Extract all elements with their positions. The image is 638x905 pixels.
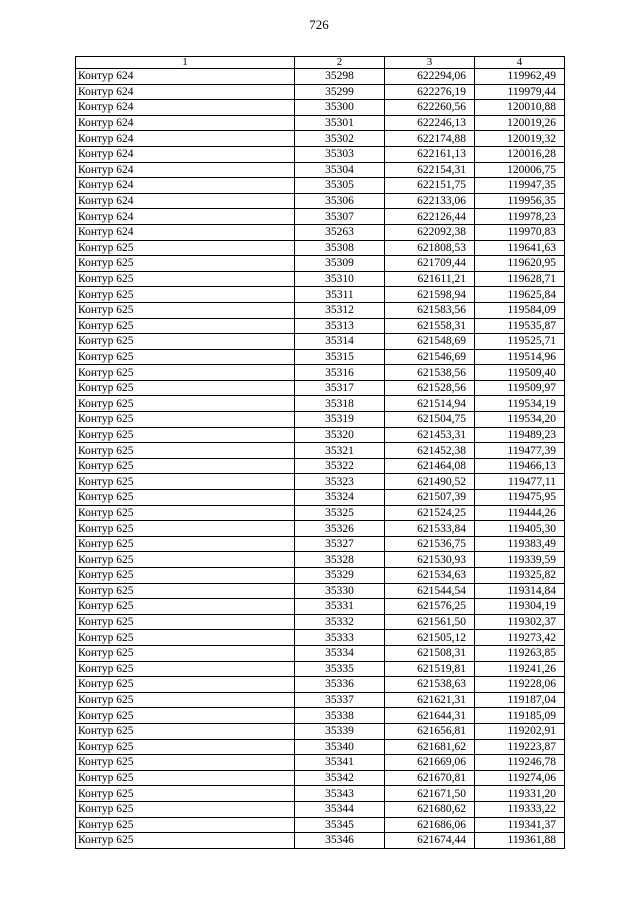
table-row	[76, 505, 565, 521]
table-row	[76, 801, 565, 817]
point-number-cell: 35316	[295, 365, 385, 381]
column-header-4: 4	[475, 57, 565, 69]
point-number-cell: 35338	[295, 708, 385, 724]
contour-name-cell: Контур 625	[76, 287, 295, 303]
table-row	[76, 287, 565, 303]
y-coordinate-cell: 119304,19	[475, 599, 565, 615]
x-coordinate-cell: 622126,44	[385, 209, 475, 225]
point-number-cell: 35309	[295, 256, 385, 272]
x-coordinate-cell: 621453,31	[385, 427, 475, 443]
y-coordinate-cell: 119185,09	[475, 708, 565, 724]
y-coordinate-cell: 119341,37	[475, 817, 565, 833]
x-coordinate-cell: 622276,19	[385, 84, 475, 100]
contour-name-cell: Контур 625	[76, 552, 295, 568]
table-row	[76, 115, 565, 131]
y-coordinate-cell: 119228,06	[475, 677, 565, 693]
point-number-cell: 35310	[295, 271, 385, 287]
y-coordinate-cell: 119383,49	[475, 536, 565, 552]
x-coordinate-cell: 621544,54	[385, 583, 475, 599]
contour-name-cell: Контур 625	[76, 677, 295, 693]
point-number-cell: 35346	[295, 833, 385, 849]
x-coordinate-cell: 621538,56	[385, 365, 475, 381]
x-coordinate-cell: 621530,93	[385, 552, 475, 568]
y-coordinate-cell: 119405,30	[475, 521, 565, 537]
y-coordinate-cell: 120019,32	[475, 131, 565, 147]
table-row	[76, 224, 565, 240]
x-coordinate-cell: 621558,31	[385, 318, 475, 334]
point-number-cell: 35319	[295, 412, 385, 428]
y-coordinate-cell: 119361,88	[475, 833, 565, 849]
contour-name-cell: Контур 625	[76, 443, 295, 459]
x-coordinate-cell: 622151,75	[385, 178, 475, 194]
y-coordinate-cell: 119584,09	[475, 302, 565, 318]
x-coordinate-cell: 621536,75	[385, 536, 475, 552]
y-coordinate-cell: 119534,19	[475, 396, 565, 412]
table-row	[76, 739, 565, 755]
x-coordinate-cell: 622133,06	[385, 193, 475, 209]
table-row	[76, 568, 565, 584]
table-row	[76, 100, 565, 116]
contour-name-cell: Контур 624	[76, 162, 295, 178]
y-coordinate-cell: 119477,39	[475, 443, 565, 459]
contour-name-cell: Контур 624	[76, 115, 295, 131]
y-coordinate-cell: 119477,11	[475, 474, 565, 490]
table-row	[76, 723, 565, 739]
contour-name-cell: Контур 625	[76, 365, 295, 381]
x-coordinate-cell: 621490,52	[385, 474, 475, 490]
x-coordinate-cell: 621561,50	[385, 614, 475, 630]
x-coordinate-cell: 621656,81	[385, 723, 475, 739]
contour-name-cell: Контур 625	[76, 817, 295, 833]
point-number-cell: 35304	[295, 162, 385, 178]
y-coordinate-cell: 119223,87	[475, 739, 565, 755]
contour-name-cell: Контур 625	[76, 536, 295, 552]
table-row	[76, 692, 565, 708]
point-number-cell: 35313	[295, 318, 385, 334]
y-coordinate-cell: 119514,96	[475, 349, 565, 365]
table-row	[76, 162, 565, 178]
x-coordinate-cell: 621611,21	[385, 271, 475, 287]
table-row	[76, 131, 565, 147]
table-row	[76, 458, 565, 474]
contour-name-cell: Контур 625	[76, 505, 295, 521]
table-row	[76, 443, 565, 459]
table-row	[76, 69, 565, 85]
point-number-cell: 35325	[295, 505, 385, 521]
contour-name-cell: Контур 625	[76, 334, 295, 350]
table-row	[76, 770, 565, 786]
x-coordinate-cell: 621538,63	[385, 677, 475, 693]
y-coordinate-cell: 119333,22	[475, 801, 565, 817]
point-number-cell: 35323	[295, 474, 385, 490]
x-coordinate-cell: 621680,62	[385, 801, 475, 817]
point-number-cell: 35308	[295, 240, 385, 256]
contour-name-cell: Контур 625	[76, 521, 295, 537]
y-coordinate-cell: 119444,26	[475, 505, 565, 521]
point-number-cell: 35327	[295, 536, 385, 552]
point-number-cell: 35343	[295, 786, 385, 802]
contour-name-cell: Контур 625	[76, 755, 295, 771]
point-number-cell: 35305	[295, 178, 385, 194]
x-coordinate-cell: 621534,63	[385, 568, 475, 584]
point-number-cell: 35332	[295, 614, 385, 630]
point-number-cell: 35339	[295, 723, 385, 739]
table-row	[76, 645, 565, 661]
contour-name-cell: Контур 625	[76, 240, 295, 256]
y-coordinate-cell: 119339,59	[475, 552, 565, 568]
table-row	[76, 349, 565, 365]
point-number-cell: 35322	[295, 458, 385, 474]
point-number-cell: 35300	[295, 100, 385, 116]
point-number-cell: 35298	[295, 69, 385, 85]
y-coordinate-cell: 119509,97	[475, 380, 565, 396]
coordinates-table	[75, 56, 565, 849]
contour-name-cell: Контур 625	[76, 412, 295, 428]
point-number-cell: 35321	[295, 443, 385, 459]
point-number-cell: 35337	[295, 692, 385, 708]
y-coordinate-cell: 119978,23	[475, 209, 565, 225]
table-row	[76, 833, 565, 849]
contour-name-cell: Контур 625	[76, 380, 295, 396]
point-number-cell: 35320	[295, 427, 385, 443]
y-coordinate-cell: 119962,49	[475, 69, 565, 85]
x-coordinate-cell: 621670,81	[385, 770, 475, 786]
contour-name-cell: Контур 625	[76, 427, 295, 443]
table-row	[76, 755, 565, 771]
point-number-cell: 35334	[295, 645, 385, 661]
point-number-cell: 35263	[295, 224, 385, 240]
contour-name-cell: Контур 625	[76, 614, 295, 630]
point-number-cell: 35307	[295, 209, 385, 225]
x-coordinate-cell: 622154,31	[385, 162, 475, 178]
table-row	[76, 521, 565, 537]
contour-name-cell: Контур 625	[76, 318, 295, 334]
y-coordinate-cell: 119525,71	[475, 334, 565, 350]
point-number-cell: 35314	[295, 334, 385, 350]
contour-name-cell: Контур 625	[76, 692, 295, 708]
contour-name-cell: Контур 624	[76, 193, 295, 209]
table-row	[76, 630, 565, 646]
x-coordinate-cell: 622294,06	[385, 69, 475, 85]
table-row	[76, 536, 565, 552]
x-coordinate-cell: 621514,94	[385, 396, 475, 412]
table-row	[76, 614, 565, 630]
y-coordinate-cell: 119628,71	[475, 271, 565, 287]
point-number-cell: 35324	[295, 490, 385, 506]
y-coordinate-cell: 119956,35	[475, 193, 565, 209]
x-coordinate-cell: 621507,39	[385, 490, 475, 506]
x-coordinate-cell: 621674,44	[385, 833, 475, 849]
y-coordinate-cell: 120010,88	[475, 100, 565, 116]
x-coordinate-cell: 621504,75	[385, 412, 475, 428]
point-number-cell: 35333	[295, 630, 385, 646]
contour-name-cell: Контур 624	[76, 131, 295, 147]
y-coordinate-cell: 119331,20	[475, 786, 565, 802]
x-coordinate-cell: 622161,13	[385, 146, 475, 162]
x-coordinate-cell: 621644,31	[385, 708, 475, 724]
contour-name-cell: Контур 625	[76, 770, 295, 786]
contour-name-cell: Контур 625	[76, 490, 295, 506]
x-coordinate-cell: 621808,53	[385, 240, 475, 256]
point-number-cell: 35318	[295, 396, 385, 412]
x-coordinate-cell: 621524,25	[385, 505, 475, 521]
y-coordinate-cell: 119979,44	[475, 84, 565, 100]
x-coordinate-cell: 621505,12	[385, 630, 475, 646]
table-row	[76, 380, 565, 396]
table-row	[76, 334, 565, 350]
y-coordinate-cell: 120019,26	[475, 115, 565, 131]
contour-name-cell: Контур 624	[76, 146, 295, 162]
y-coordinate-cell: 119620,95	[475, 256, 565, 272]
y-coordinate-cell: 119202,91	[475, 723, 565, 739]
contour-name-cell: Контур 625	[76, 302, 295, 318]
x-coordinate-cell: 621508,31	[385, 645, 475, 661]
table-row	[76, 365, 565, 381]
contour-name-cell: Контур 625	[76, 583, 295, 599]
contour-name-cell: Контур 625	[76, 599, 295, 615]
x-coordinate-cell: 621533,84	[385, 521, 475, 537]
contour-name-cell: Контур 624	[76, 84, 295, 100]
page-number: 726	[309, 17, 329, 32]
x-coordinate-cell: 621546,69	[385, 349, 475, 365]
table-row	[76, 240, 565, 256]
x-coordinate-cell: 621669,06	[385, 755, 475, 771]
y-coordinate-cell: 119263,85	[475, 645, 565, 661]
x-coordinate-cell: 621621,31	[385, 692, 475, 708]
point-number-cell: 35326	[295, 521, 385, 537]
x-coordinate-cell: 621686,06	[385, 817, 475, 833]
y-coordinate-cell: 119534,20	[475, 412, 565, 428]
table-row	[76, 396, 565, 412]
x-coordinate-cell: 621548,69	[385, 334, 475, 350]
y-coordinate-cell: 119273,42	[475, 630, 565, 646]
contour-name-cell: Контур 624	[76, 178, 295, 194]
table-row	[76, 146, 565, 162]
y-coordinate-cell: 119246,78	[475, 755, 565, 771]
contour-name-cell: Контур 625	[76, 568, 295, 584]
column-header-3: 3	[385, 57, 475, 69]
y-coordinate-cell: 120016,28	[475, 146, 565, 162]
point-number-cell: 35306	[295, 193, 385, 209]
table-row	[76, 552, 565, 568]
y-coordinate-cell: 120006,75	[475, 162, 565, 178]
y-coordinate-cell: 119302,37	[475, 614, 565, 630]
table-body	[76, 69, 565, 849]
contour-name-cell: Контур 625	[76, 349, 295, 365]
contour-name-cell: Контур 625	[76, 458, 295, 474]
table-row	[76, 302, 565, 318]
point-number-cell: 35335	[295, 661, 385, 677]
contour-name-cell: Контур 625	[76, 396, 295, 412]
point-number-cell: 35328	[295, 552, 385, 568]
contour-name-cell: Контур 625	[76, 661, 295, 677]
table-row	[76, 599, 565, 615]
x-coordinate-cell: 621519,81	[385, 661, 475, 677]
y-coordinate-cell: 119625,84	[475, 287, 565, 303]
table-row	[76, 84, 565, 100]
point-number-cell: 35341	[295, 755, 385, 771]
point-number-cell: 35299	[295, 84, 385, 100]
table-row	[76, 193, 565, 209]
y-coordinate-cell: 119641,63	[475, 240, 565, 256]
contour-name-cell: Контур 624	[76, 224, 295, 240]
y-coordinate-cell: 119509,40	[475, 365, 565, 381]
contour-name-cell: Контур 625	[76, 739, 295, 755]
table-row	[76, 817, 565, 833]
table-row	[76, 474, 565, 490]
table-row	[76, 583, 565, 599]
x-coordinate-cell: 621671,50	[385, 786, 475, 802]
contour-name-cell: Контур 625	[76, 645, 295, 661]
y-coordinate-cell: 119535,87	[475, 318, 565, 334]
x-coordinate-cell: 621583,56	[385, 302, 475, 318]
contour-name-cell: Контур 625	[76, 256, 295, 272]
table-row	[76, 271, 565, 287]
point-number-cell: 35344	[295, 801, 385, 817]
point-number-cell: 35317	[295, 380, 385, 396]
point-number-cell: 35302	[295, 131, 385, 147]
y-coordinate-cell: 119947,35	[475, 178, 565, 194]
table-row	[76, 256, 565, 272]
table-row	[76, 427, 565, 443]
x-coordinate-cell: 621681,62	[385, 739, 475, 755]
column-header-2: 2	[295, 57, 385, 69]
table-row	[76, 661, 565, 677]
point-number-cell: 35315	[295, 349, 385, 365]
contour-name-cell: Контур 625	[76, 723, 295, 739]
table-row	[76, 412, 565, 428]
point-number-cell: 35342	[295, 770, 385, 786]
point-number-cell: 35330	[295, 583, 385, 599]
y-coordinate-cell: 119475,95	[475, 490, 565, 506]
table-row	[76, 209, 565, 225]
point-number-cell: 35345	[295, 817, 385, 833]
y-coordinate-cell: 119241,26	[475, 661, 565, 677]
x-coordinate-cell: 621528,56	[385, 380, 475, 396]
contour-name-cell: Контур 625	[76, 271, 295, 287]
y-coordinate-cell: 119325,82	[475, 568, 565, 584]
table-row	[76, 490, 565, 506]
y-coordinate-cell: 119466,13	[475, 458, 565, 474]
table-row	[76, 318, 565, 334]
point-number-cell: 35329	[295, 568, 385, 584]
x-coordinate-cell: 622246,13	[385, 115, 475, 131]
contour-name-cell: Контур 624	[76, 100, 295, 116]
point-number-cell: 35311	[295, 287, 385, 303]
x-coordinate-cell: 621452,38	[385, 443, 475, 459]
contour-name-cell: Контур 625	[76, 708, 295, 724]
table-row	[76, 708, 565, 724]
table-row	[76, 178, 565, 194]
point-number-cell: 35312	[295, 302, 385, 318]
point-number-cell: 35340	[295, 739, 385, 755]
x-coordinate-cell: 622260,56	[385, 100, 475, 116]
table-row	[76, 786, 565, 802]
x-coordinate-cell: 621576,25	[385, 599, 475, 615]
contour-name-cell: Контур 624	[76, 69, 295, 85]
column-header-1: 1	[76, 57, 295, 69]
contour-name-cell: Контур 624	[76, 209, 295, 225]
contour-name-cell: Контур 625	[76, 786, 295, 802]
y-coordinate-cell: 119489,23	[475, 427, 565, 443]
table-header-row	[76, 57, 565, 69]
contour-name-cell: Контур 625	[76, 833, 295, 849]
x-coordinate-cell: 622174,88	[385, 131, 475, 147]
contour-name-cell: Контур 625	[76, 474, 295, 490]
table-row	[76, 677, 565, 693]
contour-name-cell: Контур 625	[76, 630, 295, 646]
point-number-cell: 35336	[295, 677, 385, 693]
point-number-cell: 35301	[295, 115, 385, 131]
y-coordinate-cell: 119970,83	[475, 224, 565, 240]
y-coordinate-cell: 119314,84	[475, 583, 565, 599]
point-number-cell: 35331	[295, 599, 385, 615]
x-coordinate-cell: 622092,38	[385, 224, 475, 240]
contour-name-cell: Контур 625	[76, 801, 295, 817]
point-number-cell: 35303	[295, 146, 385, 162]
y-coordinate-cell: 119274,06	[475, 770, 565, 786]
x-coordinate-cell: 621464,08	[385, 458, 475, 474]
x-coordinate-cell: 621709,44	[385, 256, 475, 272]
x-coordinate-cell: 621598,94	[385, 287, 475, 303]
y-coordinate-cell: 119187,04	[475, 692, 565, 708]
